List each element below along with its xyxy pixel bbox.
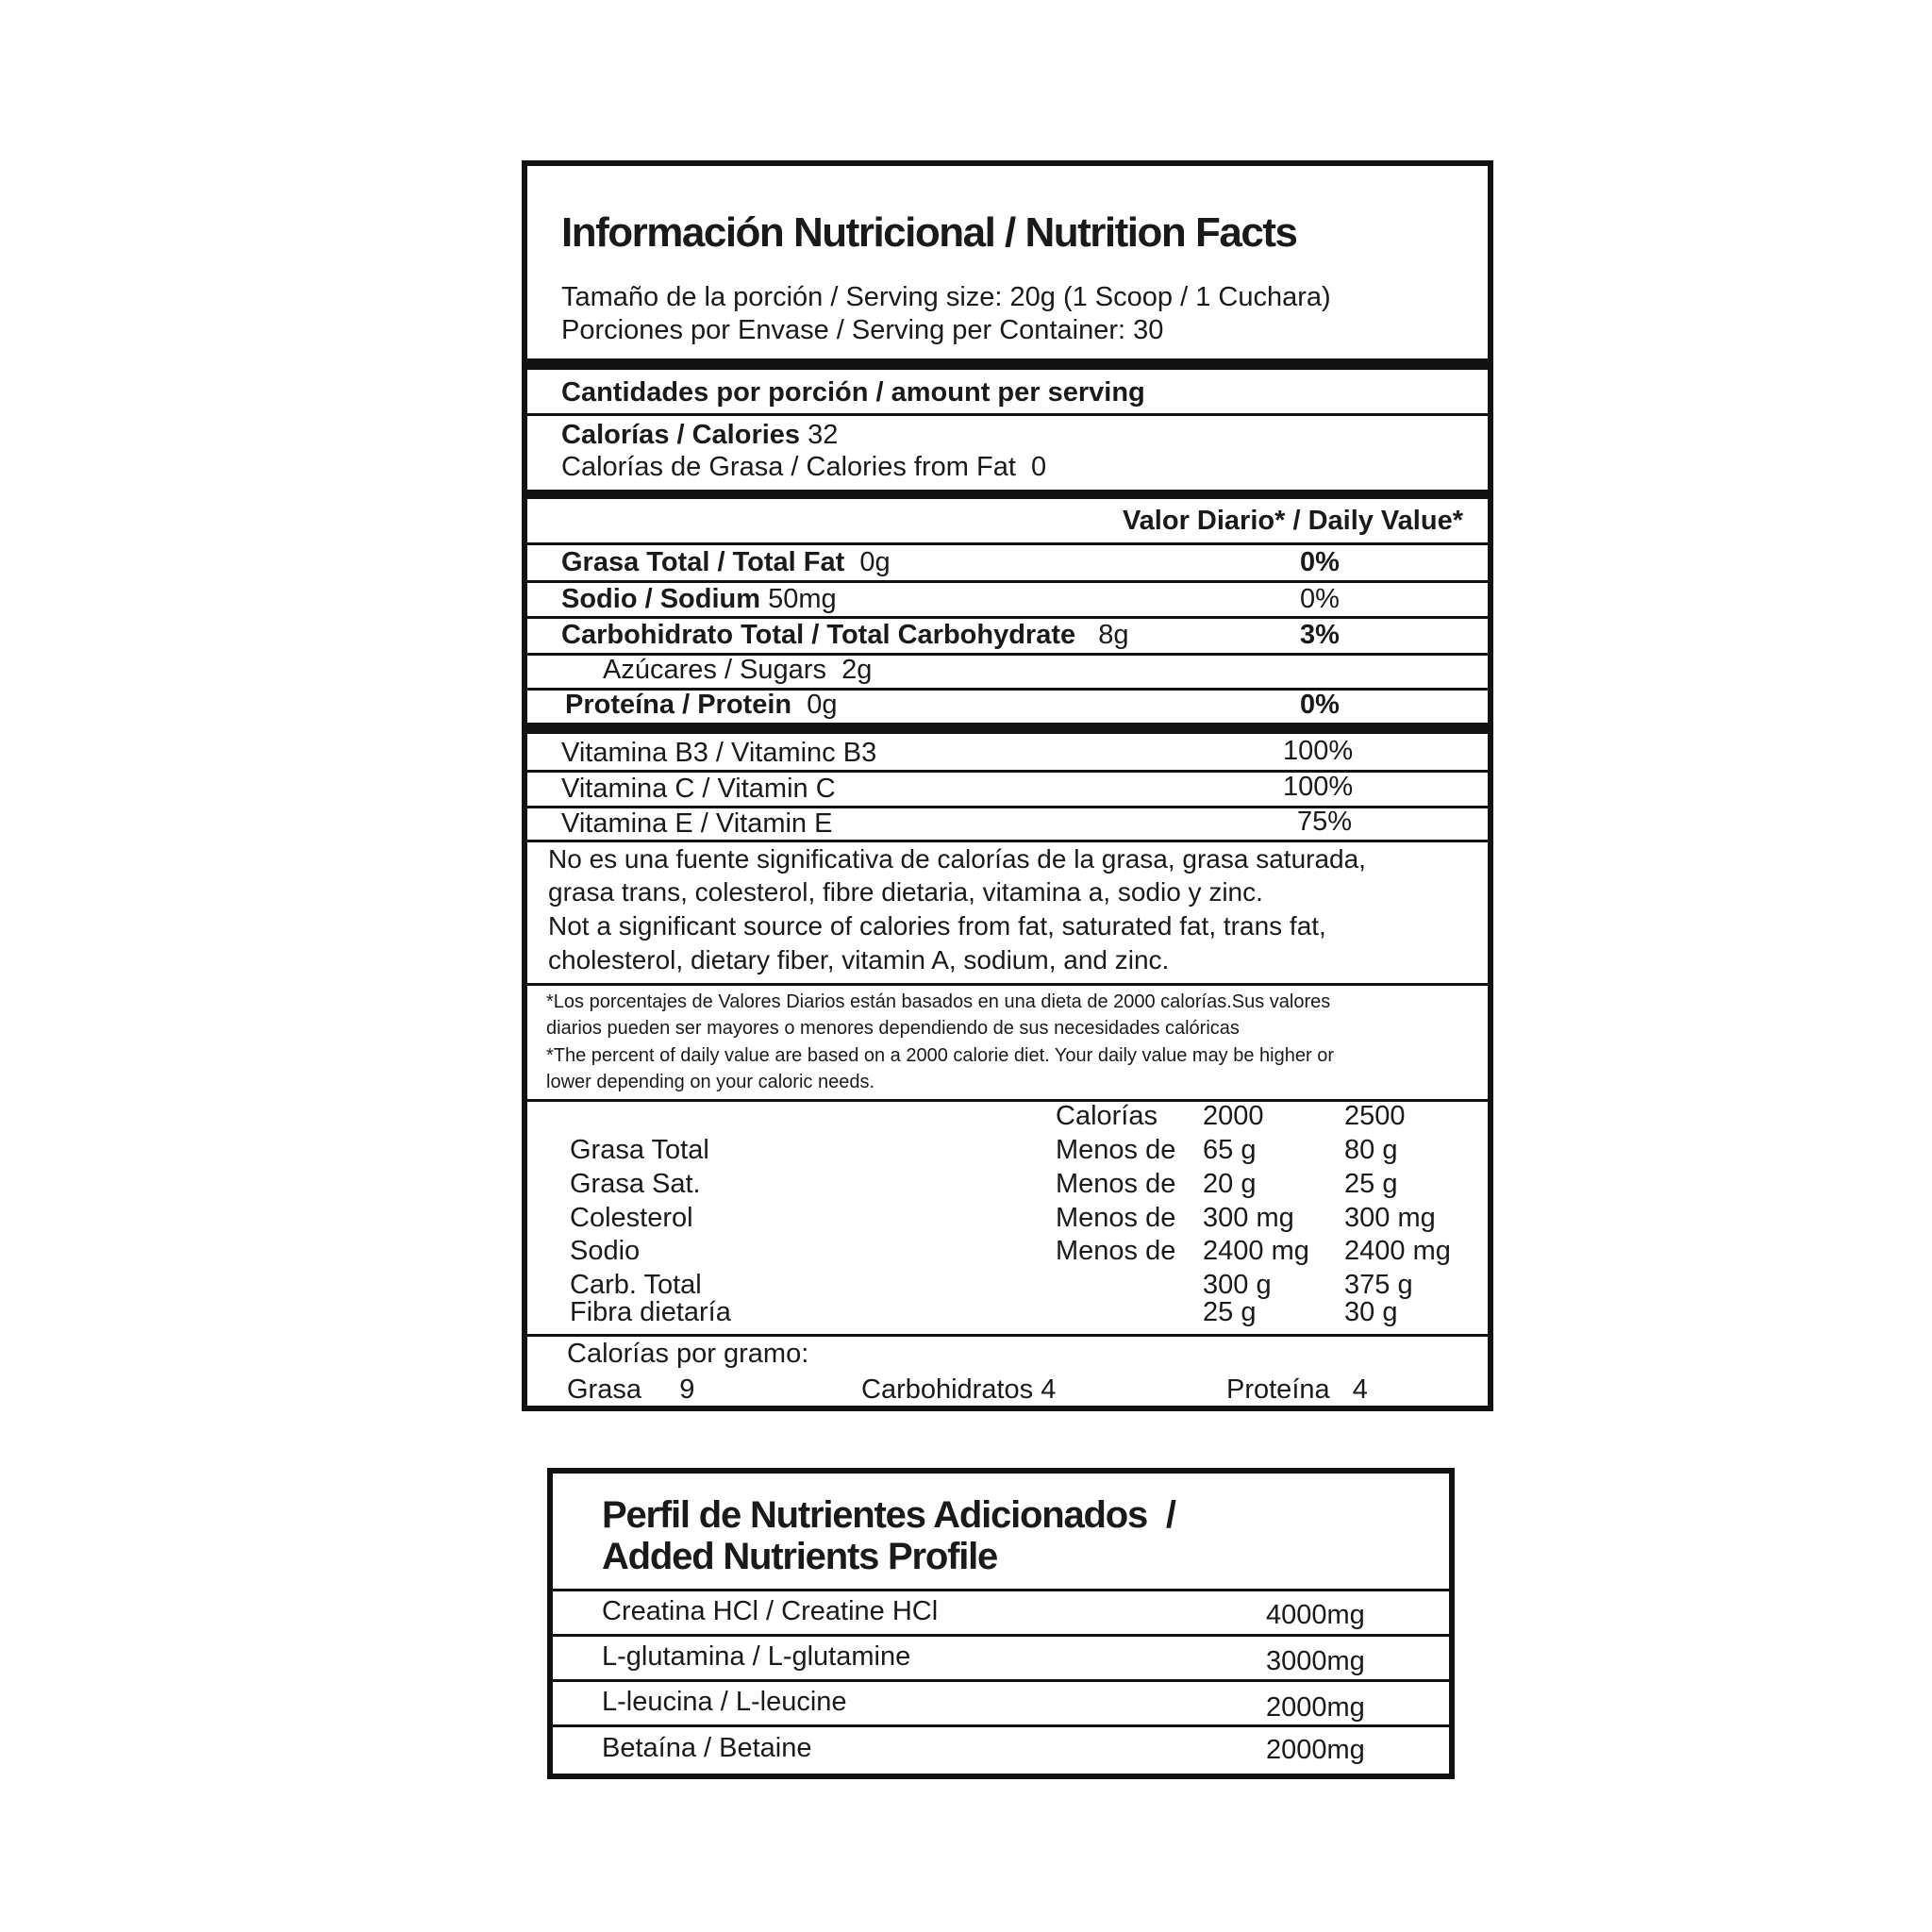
nutrient-label: Carbohidrato Total / Total Carbohydrate — [561, 620, 1076, 650]
reference-row-2500: 300 mg — [1344, 1203, 1436, 1233]
divider — [527, 580, 1488, 583]
footnote-text: lower depending on your caloric needs. — [546, 1072, 874, 1092]
vitamin-dv: 75% — [1297, 807, 1353, 837]
reference-row-qualifier: Menos de — [1056, 1169, 1176, 1199]
divider — [553, 1724, 1449, 1727]
not-significant-text: cholesterol, dietary fiber, vitamin A, sodium, and zinc. — [548, 945, 1170, 974]
servings-per-container: Porciones por Envase / Serving per Container: 30 — [561, 315, 1164, 345]
nutrient-amount: 50mg — [768, 584, 837, 614]
reference-row-2500: 2400 mg — [1344, 1236, 1451, 1266]
added-nutrient-label: L-leucina / L-leucine — [602, 1687, 847, 1717]
reference-header-label: Calorías — [1056, 1101, 1158, 1131]
divider — [527, 542, 1488, 545]
vitamin-label: Vitamina E / Vitamin E — [561, 808, 833, 839]
nutrient-row-total-fat — [561, 547, 891, 578]
reference-row-2000: 300 g — [1203, 1270, 1272, 1300]
reference-row-name: Grasa Sat. — [570, 1169, 701, 1199]
reference-row-2000: 25 g — [1203, 1297, 1257, 1327]
nutrition-facts-panel — [522, 160, 1493, 1411]
amount-per-serving: Cantidades por porción / amount per serving — [561, 377, 1145, 408]
thick-divider — [527, 490, 1488, 499]
nutrient-dv: 0% — [1300, 584, 1340, 614]
calories-row — [561, 420, 838, 451]
vitamin-label: Vitamina B3 / Vitaminc B3 — [561, 738, 877, 768]
added-nutrient-amount: 3000mg — [1266, 1646, 1365, 1676]
reference-row-qualifier: Menos de — [1056, 1135, 1176, 1165]
reference-row-2500: 25 g — [1344, 1169, 1398, 1199]
vitamin-dv: 100% — [1283, 772, 1354, 802]
divider — [527, 413, 1488, 416]
reference-header-2000: 2000 — [1203, 1101, 1264, 1131]
nutrient-dv: 3% — [1300, 620, 1340, 650]
calories-per-gram-carbs: Carbohidratos 4 — [861, 1374, 1057, 1405]
nutrient-label: Proteína / Protein — [565, 690, 792, 720]
calories-value: 32 — [808, 420, 839, 450]
nutrient-label: Azúcares / Sugars — [603, 655, 826, 685]
calories-per-gram-protein: Proteína 4 — [1226, 1374, 1368, 1405]
panel-title: Información Nutricional / Nutrition Facts — [561, 209, 1297, 256]
calories-from-fat-value: 0 — [1031, 452, 1047, 482]
nutrient-row-protein — [565, 690, 838, 721]
not-significant-text: No es una fuente significativa de calorías de la grasa, grasa saturada, — [548, 844, 1366, 874]
nutrient-amount: 2g — [841, 655, 873, 685]
divider — [527, 1334, 1488, 1337]
added-nutrient-amount: 2000mg — [1266, 1735, 1365, 1765]
nutrient-dv: 0% — [1300, 547, 1340, 577]
divider — [553, 1589, 1449, 1591]
reference-row-qualifier: Menos de — [1056, 1203, 1176, 1233]
footnote-text: diarios pueden ser mayores o menores dependiendo de sus necesidades calóricas — [546, 1018, 1240, 1039]
added-nutrient-amount: 4000mg — [1266, 1600, 1365, 1630]
reference-row-2000: 20 g — [1203, 1169, 1257, 1199]
added-nutrient-label: Creatina HCl / Creatine HCl — [602, 1596, 939, 1626]
calories-label: Calorías / Calories — [561, 420, 801, 450]
nutrient-amount: 8g — [1098, 620, 1129, 650]
footnote-text: *The percent of daily value are based on a 2000 calorie diet. Your daily value may be higher or — [546, 1045, 1334, 1066]
nutrient-row-sugars — [603, 655, 872, 686]
added-nutrients-panel — [547, 1468, 1455, 1779]
vitamin-label: Vitamina C / Vitamin C — [561, 774, 836, 804]
footnote-text: *Los porcentajes de Valores Diarios están basados en una dieta de 2000 calorías.Sus valores — [546, 991, 1331, 1012]
nutrient-amount: 0g — [807, 690, 838, 720]
vitamin-dv: 100% — [1283, 736, 1354, 766]
reference-row-name: Fibra dietaría — [570, 1297, 731, 1327]
reference-row-2500: 80 g — [1344, 1135, 1398, 1165]
calories-per-gram-label: Calorías por gramo: — [567, 1339, 809, 1369]
not-significant-text: Not a significant source of calories from fat, saturated fat, trans fat, — [548, 911, 1326, 941]
reference-row-name: Carb. Total — [570, 1270, 702, 1300]
reference-header-2500: 2500 — [1344, 1101, 1406, 1131]
nutrient-amount: 0g — [859, 547, 891, 577]
added-nutrient-label: L-glutamina / L-glutamine — [602, 1641, 911, 1672]
divider — [553, 1679, 1449, 1682]
added-nutrient-label: Betaína / Betaine — [602, 1733, 812, 1763]
reference-row-2500: 375 g — [1344, 1270, 1413, 1300]
thick-divider — [527, 358, 1488, 370]
nutrient-row-total-carbohydrate — [561, 620, 1129, 651]
added-nutrient-amount: 2000mg — [1266, 1692, 1365, 1723]
nutrient-row-sodium — [561, 584, 837, 615]
nutrient-label: Grasa Total / Total Fat — [561, 547, 845, 577]
calories-from-fat-row — [561, 452, 1046, 483]
reference-row-2000: 300 mg — [1203, 1203, 1294, 1233]
nutrient-dv: 0% — [1300, 690, 1340, 720]
added-nutrients-title-line1: Perfil de Nutrientes Adicionados / — [602, 1494, 1175, 1536]
reference-row-2500: 30 g — [1344, 1297, 1398, 1327]
serving-size: Tamaño de la porción / Serving size: 20g (1 Scoop / 1 Cuchara) — [561, 282, 1331, 312]
reference-row-qualifier: Menos de — [1056, 1236, 1176, 1266]
reference-row-name: Sodio — [570, 1236, 641, 1266]
not-significant-text: grasa trans, colesterol, fibre dietaria, vitamina a, sodio y zinc. — [548, 877, 1263, 907]
reference-row-name: Colesterol — [570, 1203, 693, 1233]
reference-row-name: Grasa Total — [570, 1135, 709, 1165]
added-nutrients-title — [602, 1494, 1175, 1577]
daily-value-header: Valor Diario* / Daily Value* — [1122, 506, 1463, 536]
divider — [527, 840, 1488, 842]
added-nutrients-title-line2: Added Nutrients Profile — [602, 1536, 998, 1577]
calories-from-fat-label: Calorías de Grasa / Calories from Fat — [561, 452, 1016, 482]
divider — [553, 1634, 1449, 1637]
reference-row-2000: 2400 mg — [1203, 1236, 1309, 1266]
calories-per-gram-fat: Grasa 9 — [567, 1374, 695, 1405]
nutrient-label: Sodio / Sodium — [561, 584, 761, 614]
divider — [527, 983, 1488, 986]
divider — [527, 616, 1488, 619]
reference-row-2000: 65 g — [1203, 1135, 1257, 1165]
thick-divider — [527, 723, 1488, 734]
